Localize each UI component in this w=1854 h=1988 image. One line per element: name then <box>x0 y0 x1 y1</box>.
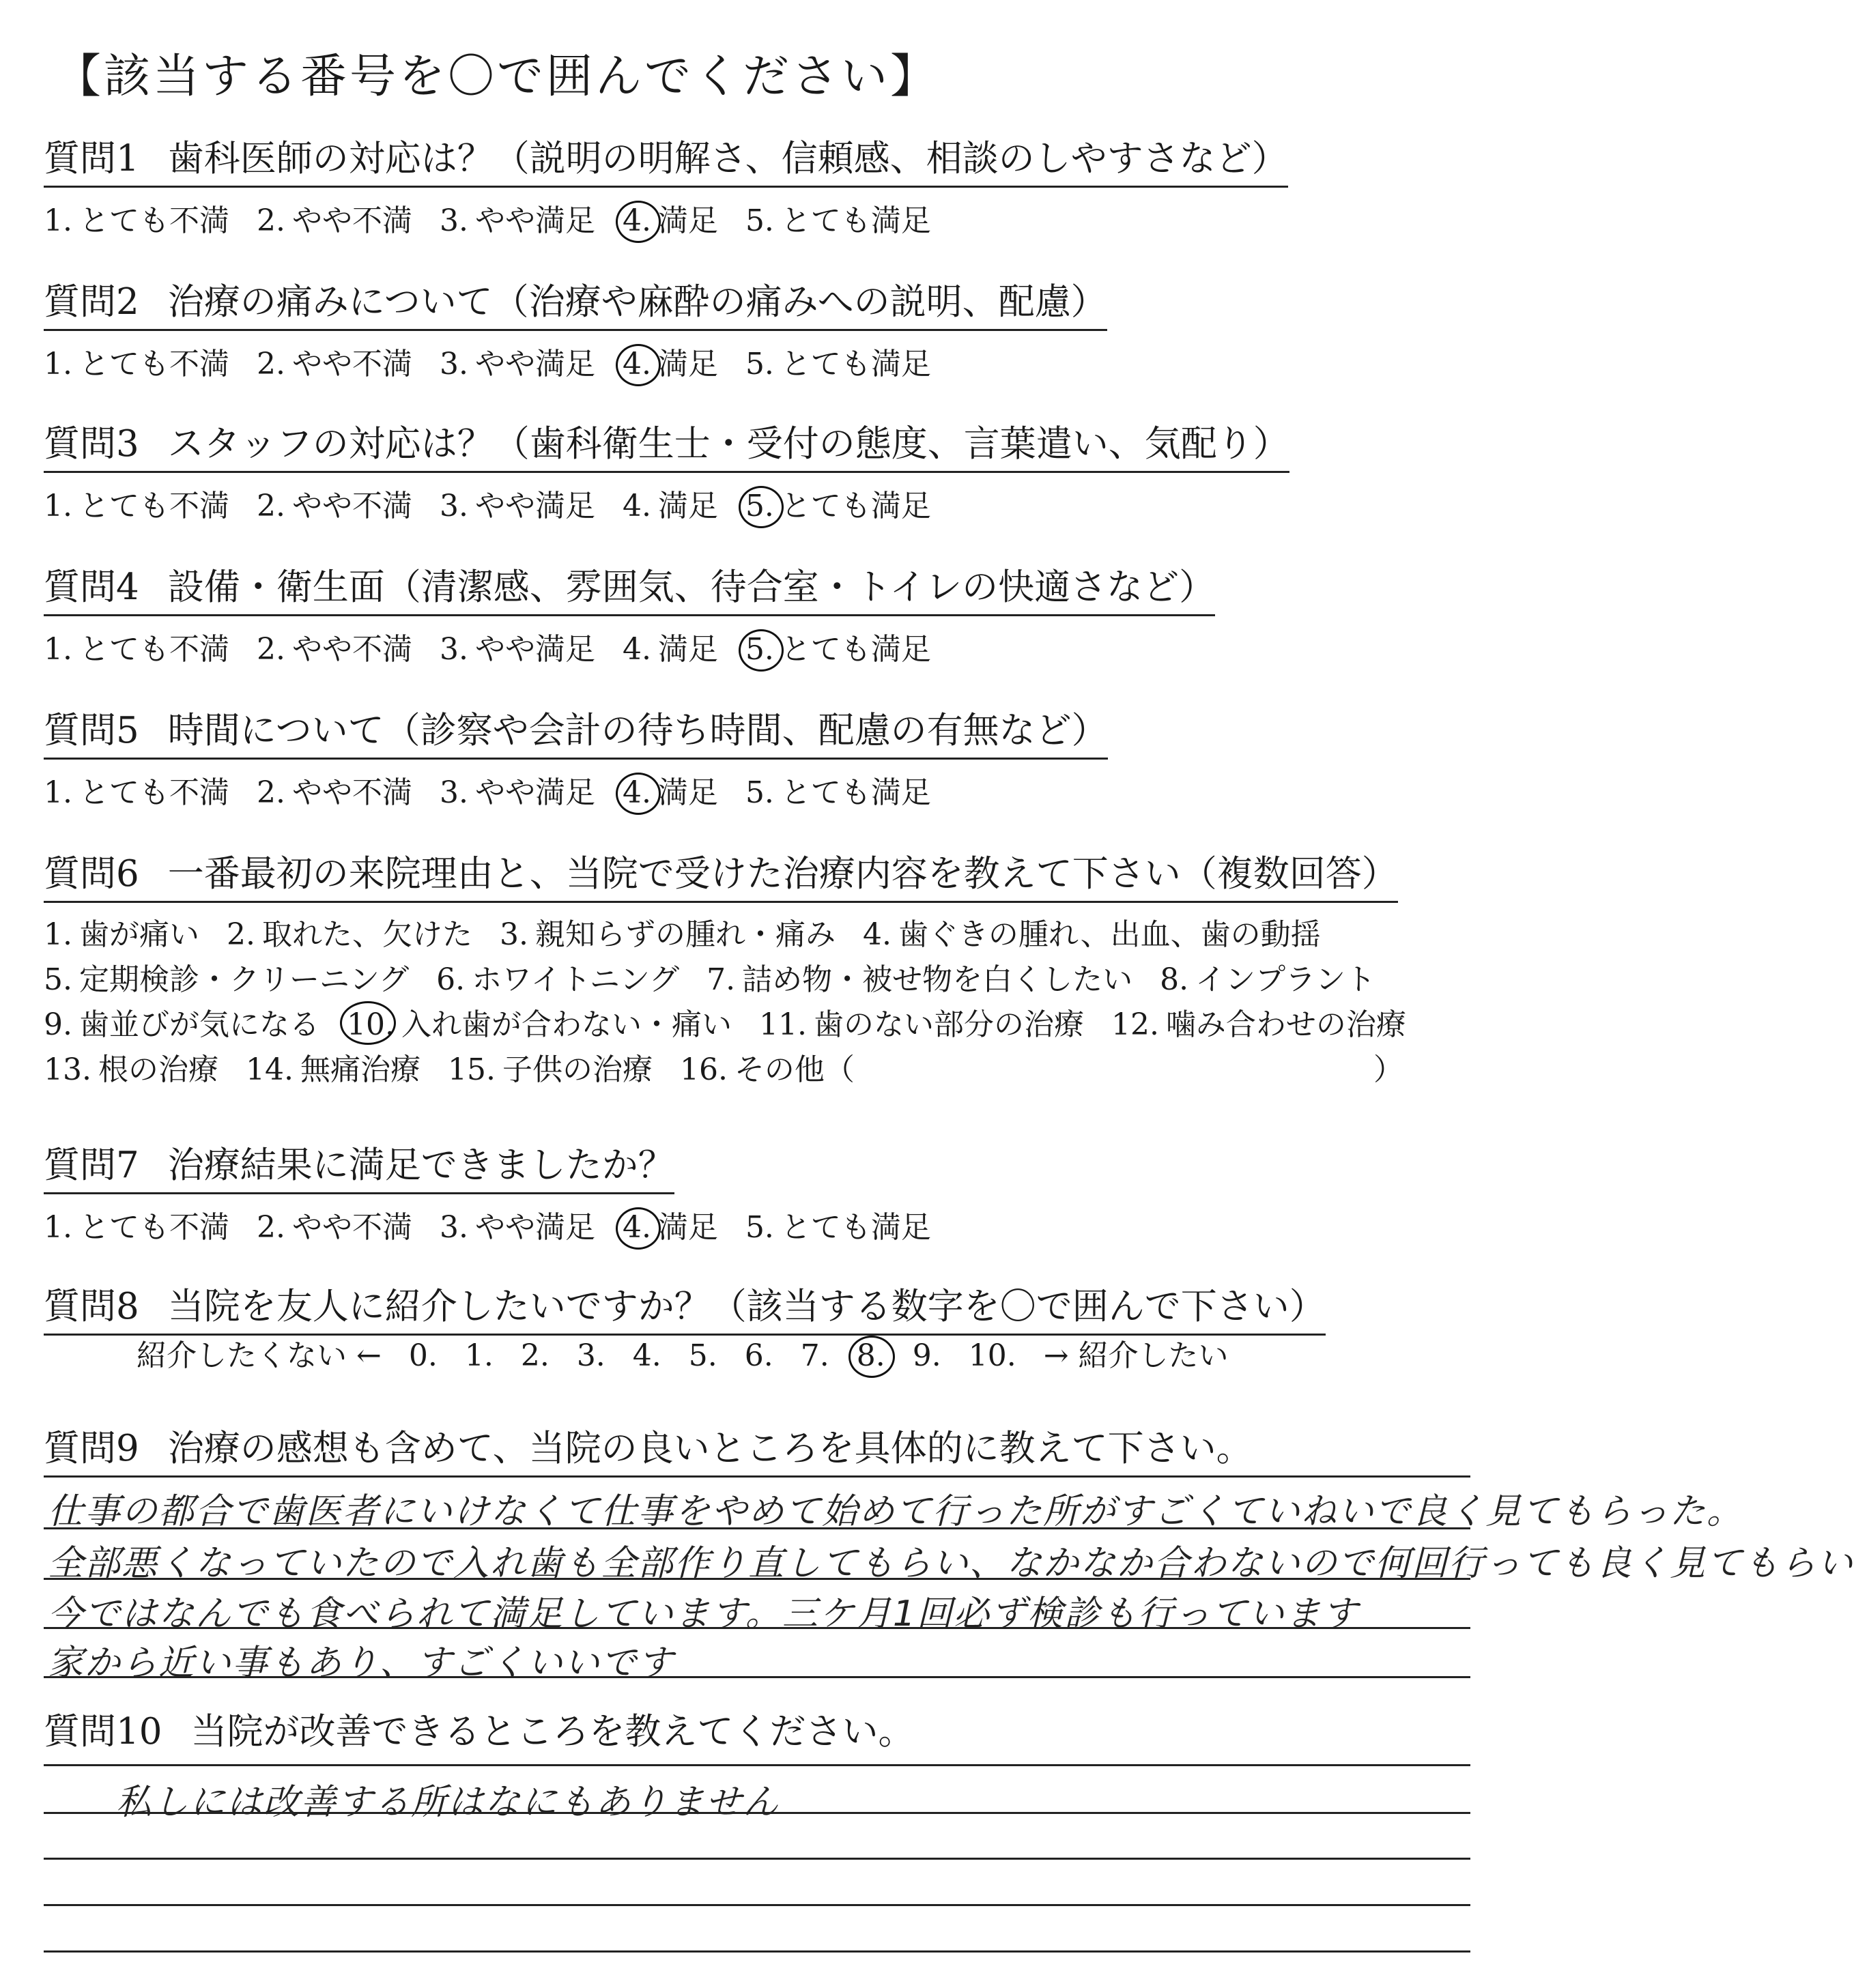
option-number: 4. <box>622 347 651 381</box>
checkbox-option[interactable] <box>347 1003 732 1048</box>
option-number: 3. <box>439 1210 468 1245</box>
option-label: 満足 <box>657 1210 718 1245</box>
option-number: 4. <box>622 203 651 238</box>
option-label: 満足 <box>657 347 718 381</box>
option-label: やや満足 <box>474 347 595 381</box>
rating-option[interactable] <box>257 481 412 525</box>
option-number: 1. <box>44 489 72 523</box>
answer-line <box>44 1904 1470 1906</box>
rating-option[interactable] <box>44 196 229 240</box>
option-label: やや満足 <box>474 203 595 238</box>
option-number: 2. <box>256 632 285 667</box>
scale-value[interactable]: 3. <box>576 1338 605 1373</box>
option-number: 4. <box>862 917 892 952</box>
answer-line <box>44 1676 1470 1678</box>
rating-option[interactable] <box>623 339 718 383</box>
option-label: 満足 <box>657 203 718 238</box>
question-text: 当院が改善できるところを教えてください。 <box>190 1711 915 1753</box>
option-label: やや不満 <box>291 203 412 238</box>
option-label: 子供の治療 <box>502 1052 653 1087</box>
option-number: 1. <box>44 1210 72 1245</box>
option-number: 5. <box>745 203 774 238</box>
option-number: 3. <box>439 489 468 523</box>
rating-option[interactable] <box>44 339 229 383</box>
option-label: 無痛治療 <box>300 1052 420 1087</box>
option-label: 歯ぐきの腫れ、出血、歯の動揺 <box>898 917 1321 952</box>
checkbox-option[interactable] <box>44 1048 218 1093</box>
checkbox-option[interactable] <box>448 1048 653 1093</box>
option-label: とても満足 <box>780 632 931 667</box>
option-label: やや不満 <box>291 775 412 810</box>
option-number: 4. <box>622 632 651 667</box>
option-label: やや満足 <box>474 775 595 810</box>
rating-option[interactable] <box>440 624 595 668</box>
rating-option[interactable] <box>440 768 595 811</box>
option-label: やや満足 <box>474 632 595 667</box>
question-number: 質問5 <box>44 710 139 751</box>
option-label: 親知らずの腫れ・痛み <box>534 917 836 952</box>
recommend-scale <box>137 1331 1256 1374</box>
option-number: 2. <box>226 917 255 952</box>
question-title <box>44 1278 1326 1336</box>
rating-option[interactable] <box>745 1202 931 1246</box>
question-title <box>44 273 1107 331</box>
handwritten-answer-line: 仕事の都合で歯医者にいけなくて仕事をやめて始めて行った所がすごくていねいで良く見てもらった。 <box>48 1491 1744 1532</box>
option-number: 10. <box>347 1003 395 1048</box>
option-number: 1. <box>44 775 72 810</box>
rating-option[interactable] <box>623 196 718 240</box>
option-label: とても不満 <box>79 632 229 667</box>
question-2 <box>44 273 1107 380</box>
checkbox-option[interactable] <box>759 1003 1084 1048</box>
question-number: 質問1 <box>44 138 139 179</box>
rating-options <box>44 196 1288 237</box>
options-row <box>44 1048 1406 1093</box>
scale-value[interactable]: 9. <box>912 1338 941 1373</box>
scale-value[interactable]: 8. <box>856 1338 885 1373</box>
option-label: とても不満 <box>79 203 229 238</box>
question-number: 質問8 <box>44 1286 139 1327</box>
checkbox-option[interactable] <box>44 957 409 1003</box>
answer-line <box>44 1475 1470 1478</box>
question-number: 質問9 <box>44 1428 139 1469</box>
option-number: 3. <box>439 775 468 810</box>
question-text: 一番最初の来院理由と、当院で受けた治療内容を教えて下さい（複数回答） <box>167 853 1398 895</box>
question-title <box>44 130 1288 188</box>
answer-line <box>44 1950 1470 1953</box>
option-label: やや不満 <box>291 632 412 667</box>
rating-option[interactable] <box>44 624 229 668</box>
option-label: 満足 <box>657 775 718 810</box>
checkbox-option[interactable] <box>863 912 1321 957</box>
option-number: 2. <box>256 489 285 523</box>
rating-option[interactable] <box>745 196 931 240</box>
rating-option[interactable] <box>44 768 229 811</box>
checkbox-option[interactable] <box>707 957 1132 1003</box>
rating-option[interactable] <box>257 624 412 668</box>
question-number: 質問4 <box>44 566 139 608</box>
rating-option[interactable] <box>257 196 412 240</box>
question-1 <box>44 130 1288 237</box>
checkbox-option[interactable] <box>44 1003 319 1048</box>
option-number: 2. <box>256 203 285 238</box>
option-number: 2. <box>256 775 285 810</box>
rating-option[interactable] <box>623 768 718 811</box>
option-label: 根の治療 <box>98 1052 218 1087</box>
option-label: 詰め物・被せ物を白くしたい <box>742 962 1133 997</box>
rating-option[interactable] <box>623 624 718 668</box>
rating-option[interactable] <box>623 1202 718 1246</box>
option-number: 16. <box>679 1052 728 1087</box>
rating-option[interactable] <box>257 339 412 383</box>
question-title <box>44 1136 674 1194</box>
option-number: 1. <box>44 632 72 667</box>
option-label: とても不満 <box>79 347 229 381</box>
scale-value[interactable]: 2. <box>520 1338 550 1373</box>
option-number: 5. <box>745 632 774 667</box>
option-label: とても不満 <box>79 489 229 523</box>
option-number: 7. <box>707 962 736 997</box>
option-label: とても満足 <box>780 347 931 381</box>
answer-line <box>44 1578 1470 1580</box>
rating-option[interactable] <box>257 1202 412 1246</box>
checkbox-option[interactable] <box>227 912 472 957</box>
rating-option[interactable] <box>745 481 931 525</box>
option-number: 12. <box>1111 1007 1159 1042</box>
other-close-paren: ） <box>1373 1052 1403 1087</box>
rating-options <box>44 481 1289 522</box>
option-label: 歯並びが気になる <box>79 1007 319 1042</box>
question-text: 当院を友人に紹介したいですか？（該当する数字を〇で囲んで下さい） <box>167 1286 1326 1327</box>
scale-value[interactable]: 4. <box>632 1338 661 1373</box>
question-title <box>44 415 1289 473</box>
option-label: やや満足 <box>474 489 595 523</box>
answer-line <box>44 1858 1470 1860</box>
option-number: 6. <box>436 962 466 997</box>
checkbox-option[interactable] <box>44 912 199 957</box>
rating-option[interactable] <box>44 1202 229 1246</box>
scale-value[interactable]: 10. <box>968 1338 1016 1373</box>
checkbox-option[interactable] <box>246 1048 420 1093</box>
question-text: 治療の痛みについて（治療や麻酔の痛みへの説明、配慮） <box>167 281 1107 323</box>
option-label: 歯が痛い <box>79 917 199 952</box>
option-label: 満足 <box>657 632 718 667</box>
question-8 <box>44 1278 1326 1336</box>
question-7 <box>44 1136 958 1243</box>
checkbox-option[interactable] <box>436 957 679 1003</box>
checkbox-option[interactable] <box>500 912 836 957</box>
options-row <box>44 1003 1406 1048</box>
checkbox-option[interactable] <box>1160 957 1375 1003</box>
handwritten-answer-line: 家から近い事もあり、すごくいいです <box>48 1643 675 1684</box>
rating-options <box>44 1202 958 1243</box>
answer-line <box>44 1812 1470 1814</box>
option-number: 3. <box>499 917 528 952</box>
question-title <box>44 845 1398 903</box>
question-4 <box>44 558 1215 665</box>
question-9 <box>44 1420 1253 1471</box>
option-number: 4. <box>622 489 651 523</box>
option-label: とても満足 <box>780 775 931 810</box>
option-number: 3. <box>439 203 468 238</box>
rating-option[interactable] <box>440 481 595 525</box>
rating-options <box>44 339 1107 380</box>
question-title <box>44 702 1108 760</box>
question-number: 質問2 <box>44 281 139 323</box>
option-number: 2. <box>256 1210 285 1245</box>
rating-option[interactable] <box>440 196 595 240</box>
question-10 <box>44 1703 914 1755</box>
option-number: 5. <box>745 1210 774 1245</box>
option-number: 1. <box>44 203 72 238</box>
options-row <box>44 912 1406 957</box>
option-label: 噛み合わせの治療 <box>1165 1007 1406 1042</box>
options-row <box>44 957 1406 1003</box>
option-number: 3. <box>439 347 468 381</box>
question-3 <box>44 415 1289 522</box>
handwritten-answer-line: 今ではなんでも食べられて満足しています。三ケ月1回必ず検診も行っています <box>48 1594 1359 1634</box>
question-text: 治療の感想も含めて、当院の良いところを具体的に教えて下さい。 <box>167 1428 1253 1469</box>
question-number: 質問6 <box>44 853 139 895</box>
scale-value[interactable]: 0. <box>408 1338 438 1373</box>
checkbox-option[interactable] <box>680 1048 1403 1093</box>
option-label: とても不満 <box>79 775 229 810</box>
rating-option[interactable] <box>44 481 229 525</box>
option-label: やや不満 <box>291 489 412 523</box>
scale-left-label: 紹介したくない ← <box>137 1338 382 1373</box>
rating-option[interactable] <box>257 768 412 811</box>
option-label: やや不満 <box>291 347 412 381</box>
option-label: やや満足 <box>474 1210 595 1245</box>
question-text: 設備・衛生面（清潔感、雰囲気、待合室・トイレの快適さなど） <box>167 566 1216 608</box>
option-number: 5. <box>745 347 774 381</box>
option-number: 5. <box>745 775 774 810</box>
option-label: 入れ歯が合わない・痛い <box>401 1007 732 1042</box>
scale-value[interactable]: 1. <box>464 1338 494 1373</box>
rating-option[interactable] <box>440 1202 595 1246</box>
option-number: 15. <box>447 1052 496 1087</box>
question-5 <box>44 702 1108 809</box>
option-number: 4. <box>622 775 651 810</box>
option-label: やや不満 <box>291 1210 412 1245</box>
option-label: とても満足 <box>780 489 931 523</box>
option-number: 8. <box>1160 962 1189 997</box>
question-text: 治療結果に満足できましたか？ <box>167 1144 674 1186</box>
option-label: とても満足 <box>780 1210 931 1245</box>
answer-line <box>44 1627 1470 1629</box>
option-label: とても不満 <box>79 1210 229 1245</box>
answer-line <box>44 1764 1470 1766</box>
rating-option[interactable] <box>745 339 931 383</box>
question-text: スタッフの対応は？（歯科衛生士・受付の態度、言葉遣い、気配り） <box>167 423 1289 465</box>
multi-choice-options <box>44 912 1406 1093</box>
question-title <box>44 558 1215 616</box>
option-label: 満足 <box>657 489 718 523</box>
option-label: とても満足 <box>780 203 931 238</box>
scale-value[interactable]: 5. <box>688 1338 717 1373</box>
option-number: 3. <box>439 632 468 667</box>
question-text: 時間について（診察や会計の待ち時間、配慮の有無など） <box>167 710 1108 751</box>
question-number: 質問3 <box>44 423 139 465</box>
option-number: 1. <box>44 347 72 381</box>
option-label: 取れた、欠けた <box>261 917 472 952</box>
rating-option[interactable] <box>623 481 718 525</box>
option-number: 5. <box>745 489 774 523</box>
question-number: 質問7 <box>44 1144 139 1186</box>
option-number: 13. <box>44 1052 91 1087</box>
option-number: 2. <box>256 347 285 381</box>
scale-value[interactable]: 7. <box>800 1338 829 1373</box>
handwritten-answer-line: 全部悪くなっていたので入れ歯も全部作り直してもらい、なかなか合わないので何回行っても良く見てもらい <box>48 1543 1854 1584</box>
question-number: 質問10 <box>44 1711 162 1753</box>
question-6 <box>44 845 1406 1093</box>
rating-option[interactable] <box>745 624 931 668</box>
option-number: 1. <box>44 917 72 952</box>
rating-option[interactable] <box>440 339 595 383</box>
handwritten-answer-line: 私しには改善する所はなにもありません <box>116 1782 780 1823</box>
rating-options <box>44 768 1108 809</box>
rating-options <box>44 624 1215 665</box>
option-label: ホワイトニング <box>472 962 680 997</box>
option-label: インプラント <box>1195 962 1376 997</box>
option-number: 9. <box>44 1007 72 1042</box>
option-number: 4. <box>622 1210 651 1245</box>
rating-option[interactable] <box>745 768 931 811</box>
page-title: 【該当する番号を〇で囲んでください】 <box>55 50 940 104</box>
answer-line <box>44 1527 1470 1529</box>
option-number: 5. <box>44 962 72 997</box>
checkbox-option[interactable] <box>1111 1003 1406 1048</box>
option-label: 歯のない部分の治療 <box>813 1007 1084 1042</box>
question-text: 歯科医師の対応は？（説明の明解さ、信頼感、相談のしやすさなど） <box>167 138 1288 179</box>
option-label: その他（ <box>734 1052 855 1087</box>
option-number: 11. <box>758 1007 807 1042</box>
option-label: 定期検診・クリーニング <box>79 962 410 997</box>
scale-value[interactable]: 6. <box>744 1338 773 1373</box>
option-number: 14. <box>245 1052 294 1087</box>
scale-right-label: → 紹介したい <box>1043 1338 1229 1373</box>
